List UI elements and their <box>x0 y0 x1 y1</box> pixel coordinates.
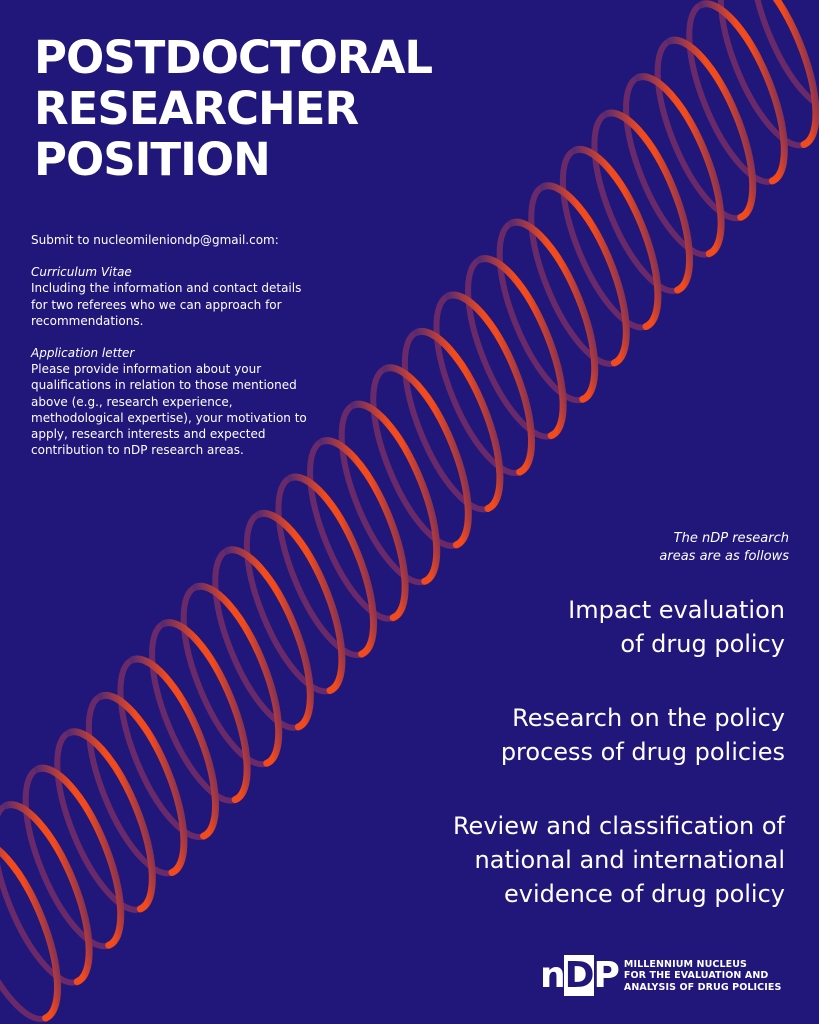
logo-mark-n: n <box>540 955 564 996</box>
application-instructions <box>31 232 316 458</box>
research-area-item <box>405 809 785 911</box>
area-line: of drug policy <box>620 630 785 658</box>
letter-text: Please provide information about your qualifications in relation to those mentioned above (e.g., research experience, methodological expertise), your motivation to apply, research interests and expected contribution to nDP research areas. <box>31 362 307 458</box>
letter-heading: Application letter <box>31 346 135 361</box>
coil-ring-front <box>701 0 804 181</box>
area-line: national and international <box>474 846 785 874</box>
logo-mark-d: D <box>564 955 593 996</box>
intro-line-2: areas are as follows <box>659 549 789 564</box>
logo-text-line-1: MILLENNIUM NUCLEUS <box>623 958 747 970</box>
research-area-item <box>405 701 785 769</box>
logo-text-line-3: ANALYSIS OF DRUG POLICIES <box>623 981 782 993</box>
area-line: evidence of drug policy <box>503 880 785 908</box>
logo-text <box>624 959 782 994</box>
cv-heading: Curriculum Vitae <box>31 265 132 280</box>
research-area-item <box>405 593 785 661</box>
logo-text-line-2: FOR THE EVALUATION AND <box>623 970 769 982</box>
coil-ring-front <box>733 0 819 144</box>
area-line: Review and classification of <box>452 812 785 840</box>
cv-text: Including the information and contact details for two referees who we can approach for recommendations. <box>31 281 302 328</box>
ndp-logo <box>540 955 782 996</box>
area-line: Research on the policy <box>512 704 785 732</box>
area-line: process of drug policies <box>500 738 785 766</box>
research-areas-list <box>405 593 785 951</box>
page-title <box>34 32 432 185</box>
title-line-3: POSITION <box>34 133 270 186</box>
ndp-logo-mark <box>540 955 624 996</box>
area-line: Impact evaluation <box>568 596 785 624</box>
submit-email-text: Submit to nucleomileniondp@gmail.com: <box>31 233 279 247</box>
logo-mark-p: P <box>593 955 618 996</box>
research-areas-intro <box>589 530 789 566</box>
intro-line-1: The nDP research <box>673 531 789 546</box>
title-line-2: RESEARCHER <box>34 82 359 135</box>
title-line-1: POSTDOCTORAL <box>34 31 433 84</box>
